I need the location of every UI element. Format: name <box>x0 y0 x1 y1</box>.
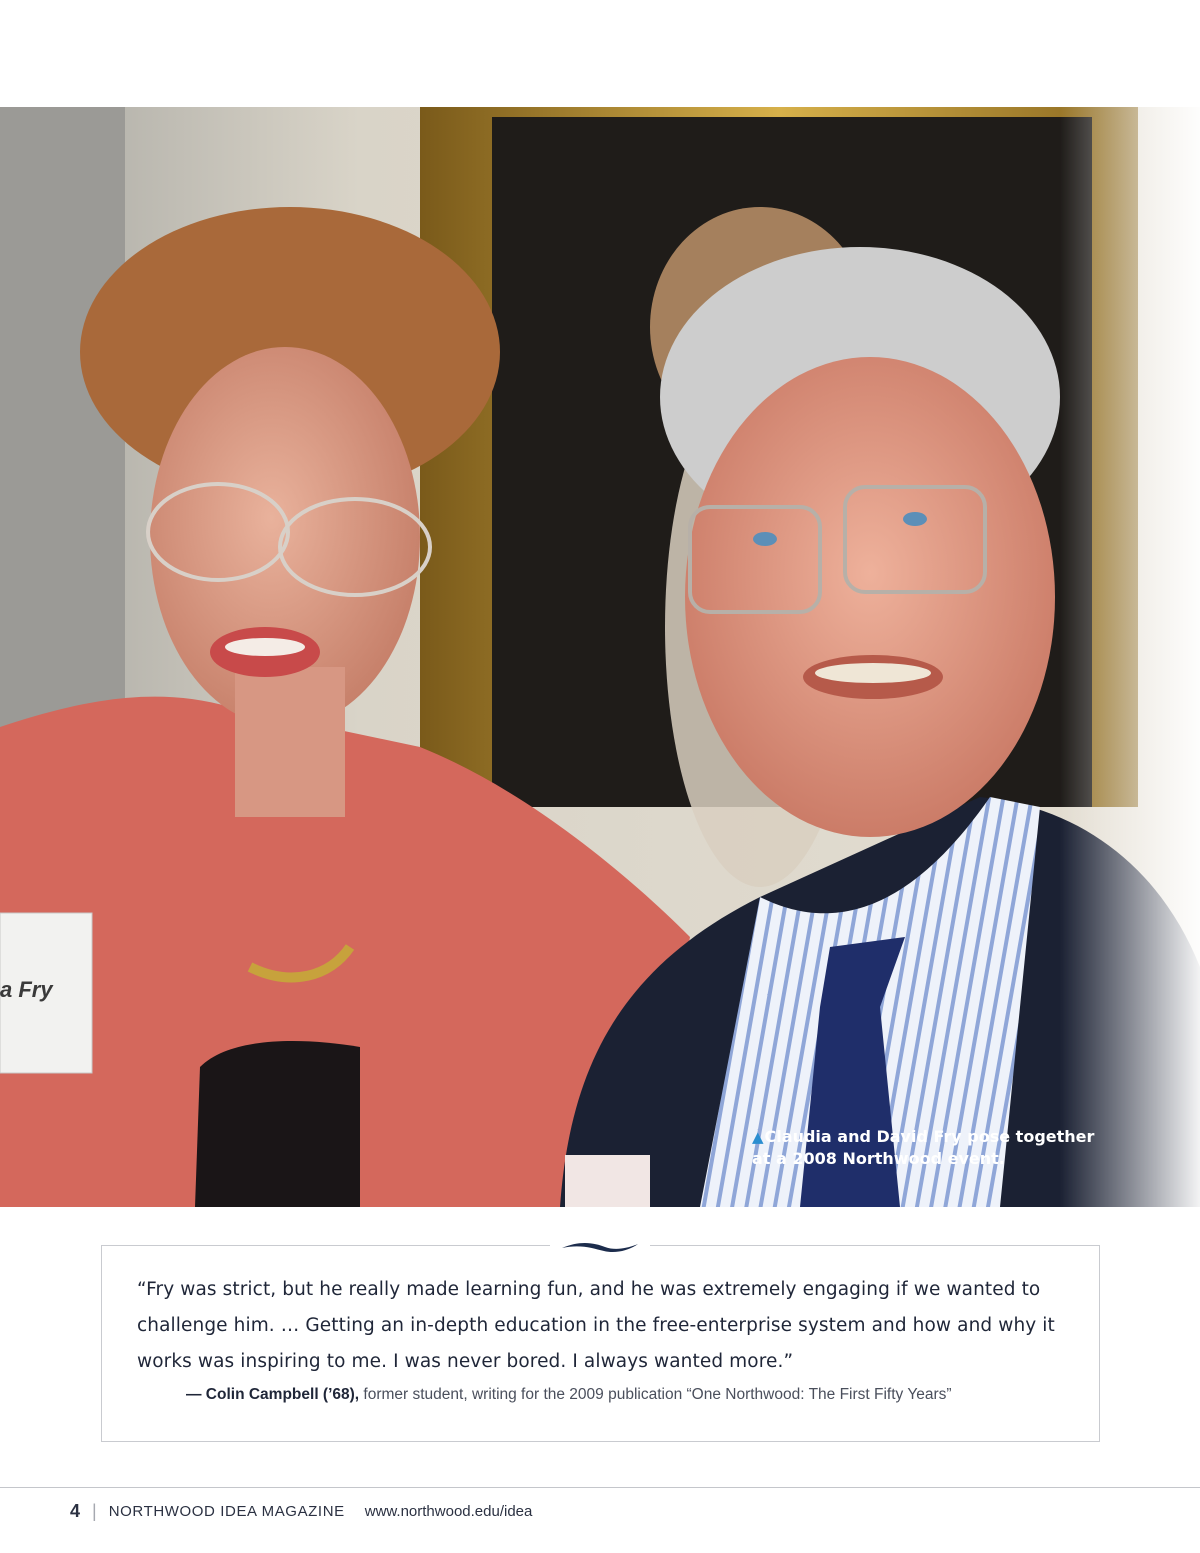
page-footer <box>70 1500 532 1522</box>
attribution-name: — Colin Campbell (’68), <box>186 1386 360 1403</box>
pull-quote-text: “Fry was strict, but he really made learning fun, and he was extremely engaging if we wanted to challenge him. … Getting an in-depth education in the free-enterprise system and how and why it works was inspiring to me. I was never bored. I always wanted more.” <box>137 1279 1055 1372</box>
caption-line-2: at a 2008 Northwood event. <box>752 1149 1005 1168</box>
page-number: 4 <box>70 1500 81 1521</box>
footer-url-link[interactable]: www.northwood.edu/idea <box>364 1502 533 1520</box>
photo-caption <box>752 1126 1132 1170</box>
footer-divider <box>0 1487 1200 1488</box>
swash-ornament-icon <box>550 1234 650 1258</box>
caption-marker-icon: ▲ <box>752 1128 764 1146</box>
attribution-detail: former student, writing for the 2009 publication “One Northwood: The First Fifty Years” <box>359 1386 952 1403</box>
photo-illustration <box>0 107 1200 1207</box>
name-tag-text: a Fry <box>0 977 53 1002</box>
caption-line-1: Claudia and David Fry pose together <box>764 1127 1095 1146</box>
event-photo <box>0 107 1200 1207</box>
quote-attribution <box>186 1386 1086 1404</box>
magazine-name: NORTHWOOD IDEA MAGAZINE <box>108 1502 345 1520</box>
footer-separator: | <box>92 1500 97 1521</box>
